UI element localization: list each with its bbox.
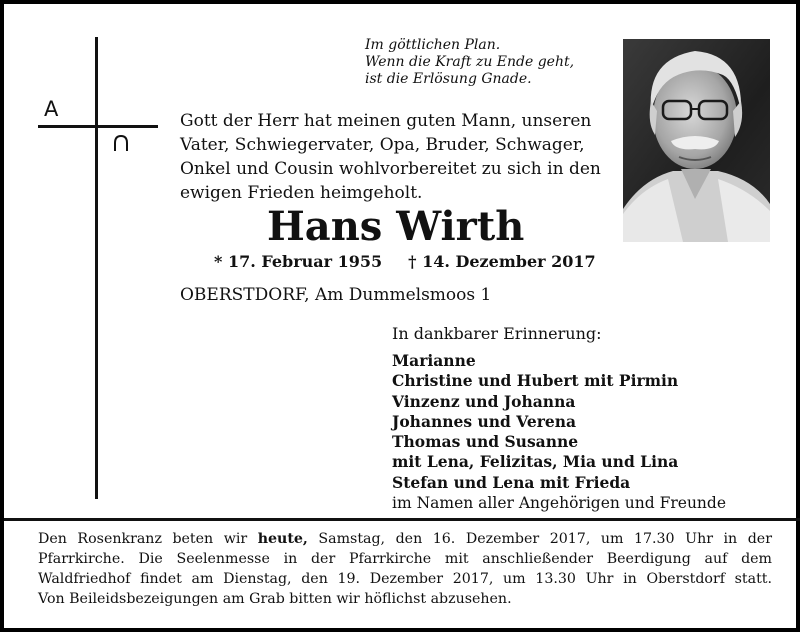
mourner-name: Christine und Hubert mit Pirmin <box>392 371 679 391</box>
intro-line: Gott der Herr hat meinen guten Mann, unseren <box>180 111 592 131</box>
intro-line: Onkel und Cousin wohlvorbereitet zu sich in den <box>180 159 601 179</box>
mourner-name: Thomas und Susanne <box>392 432 579 452</box>
service-today: heute, <box>257 531 308 547</box>
mourner-name: Vinzenz und Johanna <box>392 391 576 411</box>
intro-line: ewigen Frieden heimgeholt. <box>180 183 423 203</box>
intro-line: Vater, Schwiegervater, Opa, Bruder, Schwager, <box>180 135 585 155</box>
service-text: Samstag, den 16. Dezember 2017, um 17.30 Uhr in der <box>307 531 772 547</box>
mourner-name: mit Lena, Felizitas, Mia und Lina <box>392 452 679 472</box>
motto-line: ist die Erlösung Gnade. <box>365 71 532 87</box>
alpha-symbol-icon: A <box>44 97 59 121</box>
service-line: Von Beileidsbezeigungen am Grab bitten wir höflichst abzusehen. <box>38 591 512 607</box>
divider-rule <box>4 518 800 521</box>
birth-date: * 17. Februar 1955 <box>214 252 383 271</box>
motto-verse <box>365 37 574 88</box>
service-line: Pfarrkirche. Die Seelenmesse in der Pfarrkirche mit anschließender Beerdigung auf dem <box>38 551 772 567</box>
motto-line: Wenn die Kraft zu Ende geht, <box>365 54 575 70</box>
portrait-photo-icon <box>623 39 770 242</box>
life-dates <box>214 251 596 273</box>
omega-symbol-icon <box>112 132 130 158</box>
intro-text <box>180 109 601 205</box>
motto-line: Im göttlichen Plan. <box>365 37 501 53</box>
deceased-address: OBERSTDORF, Am Dummelsmoos 1 <box>180 285 492 305</box>
mourner-name: Stefan und Lena mit Frieda <box>392 472 631 492</box>
mourners-list <box>392 351 726 513</box>
service-line <box>38 529 772 549</box>
cross-vertical-beam <box>95 37 98 499</box>
service-line: Waldfriedhof findet am Dienstag, den 19. Dezember 2017, um 13.30 Uhr in Oberstdorf statt. <box>38 571 772 587</box>
service-text: Den Rosenkranz beten wir <box>38 531 258 547</box>
mourner-name: Marianne <box>392 351 476 370</box>
cross-horizontal-beam <box>38 125 158 128</box>
mourners-heading: In dankbarer Erinnerung: <box>392 324 602 343</box>
deceased-name: Hans Wirth <box>267 203 525 250</box>
death-date: † 14. Dezember 2017 <box>408 252 596 271</box>
mourners-closing: im Namen aller Angehörigen und Freunde <box>392 494 726 513</box>
service-information <box>38 529 772 609</box>
mourner-name: Johannes und Verena <box>392 411 577 431</box>
